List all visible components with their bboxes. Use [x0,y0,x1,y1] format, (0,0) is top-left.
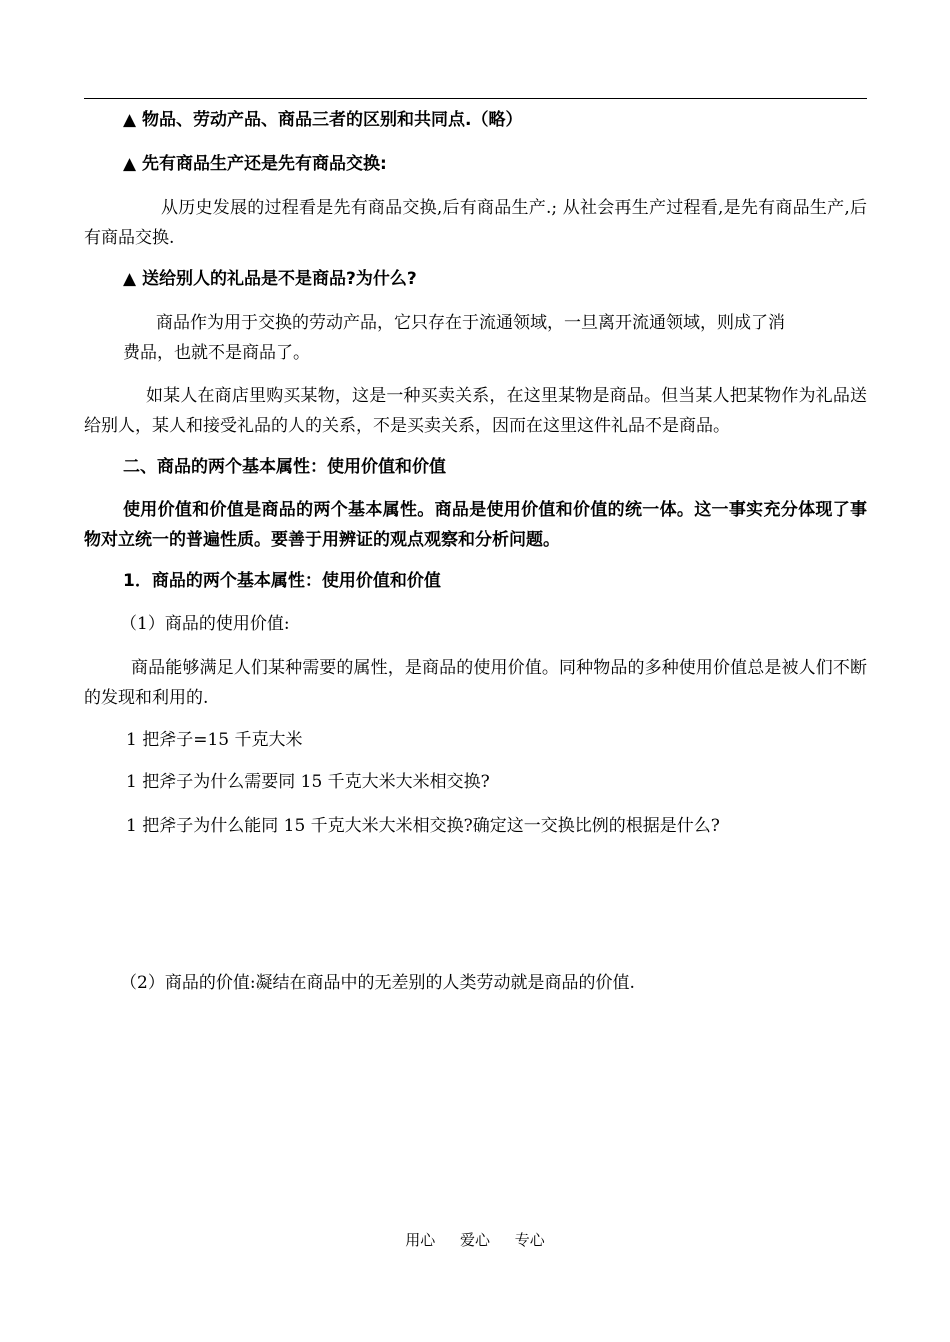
footer-word-3: 专心 [514,1231,545,1249]
paragraph-gift-line-1: 商品作为用于交换的劳动产品，它只存在于流通领域，一旦离开流通领域，则成了消 [156,313,785,333]
heading-production-vs-exchange: ▲ 先有商品生产还是先有商品交换: [123,154,387,174]
paragraph-history-exchange: 从历史发展的过程看是先有商品交换,后有商品生产.; 从社会再生产过程看,是先有商品生产,后有商品交换. [84,198,867,248]
item-value-definition: （2）商品的价值:凝结在商品中的无差别的人类劳动就是商品的价值. [120,973,635,993]
paragraph-gift-example: 如某人在商店里购买某物，这是一种买卖关系，在这里某物是商品。但当某人把某物作为礼品送给别人，某人和接受礼品的人的关系，不是买卖关系，因而在这里这件礼品不是商品。 [84,386,867,436]
page-footer [0,1228,950,1252]
paragraph-use-value: 商品能够满足人们某种需要的属性，是商品的使用价值。同种物品的多种使用价值总是被人们不断的发现和利用的. [84,658,867,708]
section-two-title: 二、商品的两个基本属性：使用价值和价值 [123,457,446,477]
example-why-can: 1 把斧子为什么能同 15 千克大米大米相交换?确定这一交换比例的根据是什么? [126,816,720,836]
paragraph-gift-line-2: 费品，也就不是商品了。 [123,343,310,363]
subsection-one-title: 1．商品的两个基本属性：使用价值和价值 [123,571,441,591]
example-axe-rice: 1 把斧子=15 千克大米 [126,730,303,750]
heading-goods-distinction: ▲ 物品、劳动产品、商品三者的区别和共同点.（略） [123,110,523,130]
header-rule [84,98,867,99]
heading-gift-question: ▲ 送给别人的礼品是不是商品?为什么? [123,269,417,289]
section-two-paragraph: 使用价值和价值是商品的两个基本属性。商品是使用价值和价值的统一体。这一事实充分体现了事物对立统一的普遍性质。要善于用辨证的观点观察和分析问题。 [84,500,867,550]
footer-word-2: 爱心 [459,1231,490,1249]
example-why-need: 1 把斧子为什么需要同 15 千克大米大米相交换? [126,772,490,792]
item-use-value-title: （1）商品的使用价值: [120,614,290,634]
footer-word-1: 用心 [405,1231,436,1249]
